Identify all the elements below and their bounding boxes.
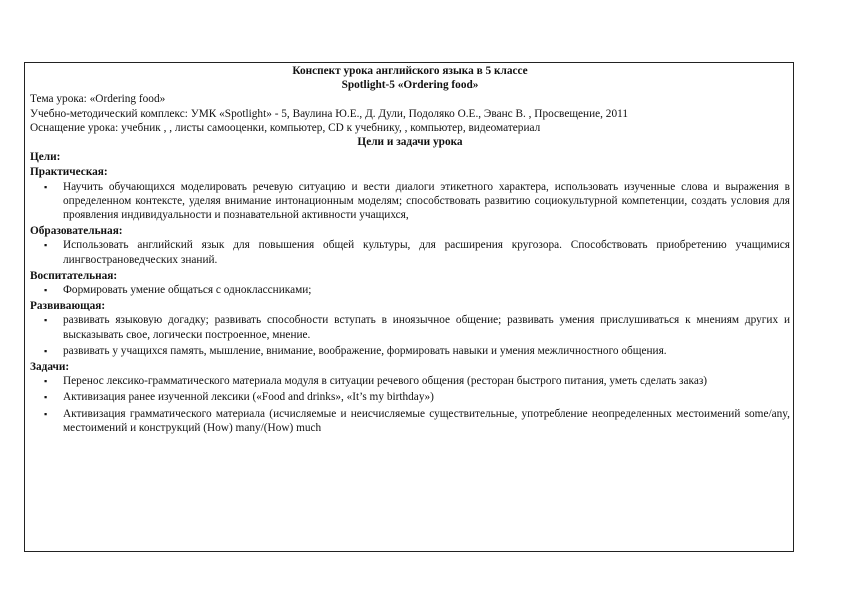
list-item: ▪ развивать языковую догадку; развивать способности вступать в иноязычное общение; развивать умения прислушиваться к мнениям других и высказывать свое, логически построенное, мнение. — [44, 314, 790, 341]
bullet-icon: ▪ — [44, 392, 48, 403]
list-item: ▪ Формировать умение общаться с одноклассниками; — [44, 284, 312, 297]
practical-list — [30, 180, 790, 223]
doc-subtitle: Spotlight-5 «Ordering food» — [341, 79, 479, 92]
tasks-label: Задачи: — [30, 361, 70, 374]
bullet-icon: ▪ — [44, 285, 48, 296]
developing-label: Развивающая: — [30, 300, 106, 313]
lesson-topic: Тема урока: «Ordering food» — [30, 93, 166, 106]
educational-list — [30, 238, 790, 266]
list-item: ▪ Использовать английский язык для повышения общей культуры, для расширения кругозора. Способствовать приобретению учащимися лингвострановедческих знаний. — [44, 239, 790, 266]
teaching-complex: Учебно-методический комплекс: УМК «Spotlight» - 5, Ваулина Ю.Е., Д. Дули, Подоляко О.Е., Эванс В. , Просвещение, 2011 — [30, 107, 628, 120]
lesson-equipment: Оснащение урока: учебник , , листы самооценки, компьютер, CD к учебнику, , компьютер, видеоматериал — [30, 121, 541, 134]
goals-label: Цели: — [30, 151, 61, 164]
goals-heading: Цели и задачи урока — [357, 136, 463, 149]
developing-list — [30, 313, 790, 358]
bullet-icon: ▪ — [44, 240, 48, 251]
bullet-icon: ▪ — [44, 315, 48, 326]
tasks-list — [30, 374, 790, 435]
list-item: ▪ развивать у учащихся память, мышление, внимание, воображение, формировать навыки и умения межличностного общения. — [44, 344, 667, 357]
bullet-icon: ▪ — [44, 181, 48, 192]
bullet-icon: ▪ — [44, 345, 48, 356]
upbringing-list — [30, 283, 790, 297]
list-item: ▪ Перенос лексико-грамматического материала модуля в ситуации речевого общения (ресторан быстрого питания, уметь сделать заказ) — [44, 375, 708, 388]
list-item: ▪ Активизация грамматического материала (исчисляемые и неисчисляемые существительные, употребление неопределенных местоимений some/any, местоимений и конструкций (How) many/(How) much — [44, 407, 790, 434]
doc-title: Конспект урока английского языка в 5 классе — [292, 65, 528, 77]
bullet-icon: ▪ — [44, 376, 48, 387]
list-item: ▪ Научить обучающихся моделировать речевую ситуацию и вести диалоги этикетного характера, использовать изученные слова и выражения в определенном контексте, уделяя внимание интонационным моделям; способствовать развитию социокультурной компетенции, создать условия для проявления индивидуальности и познавательной активности учащихся, — [44, 180, 790, 222]
practical-label: Практическая: — [30, 166, 108, 179]
bullet-icon: ▪ — [44, 408, 48, 419]
upbringing-label: Воспитательная: — [30, 269, 118, 282]
educational-label: Образовательная: — [30, 225, 123, 238]
list-item: ▪ Активизация ранее изученной лексики («Food and drinks», «It’s my birthday») — [44, 391, 434, 404]
lesson-plan — [30, 64, 790, 437]
